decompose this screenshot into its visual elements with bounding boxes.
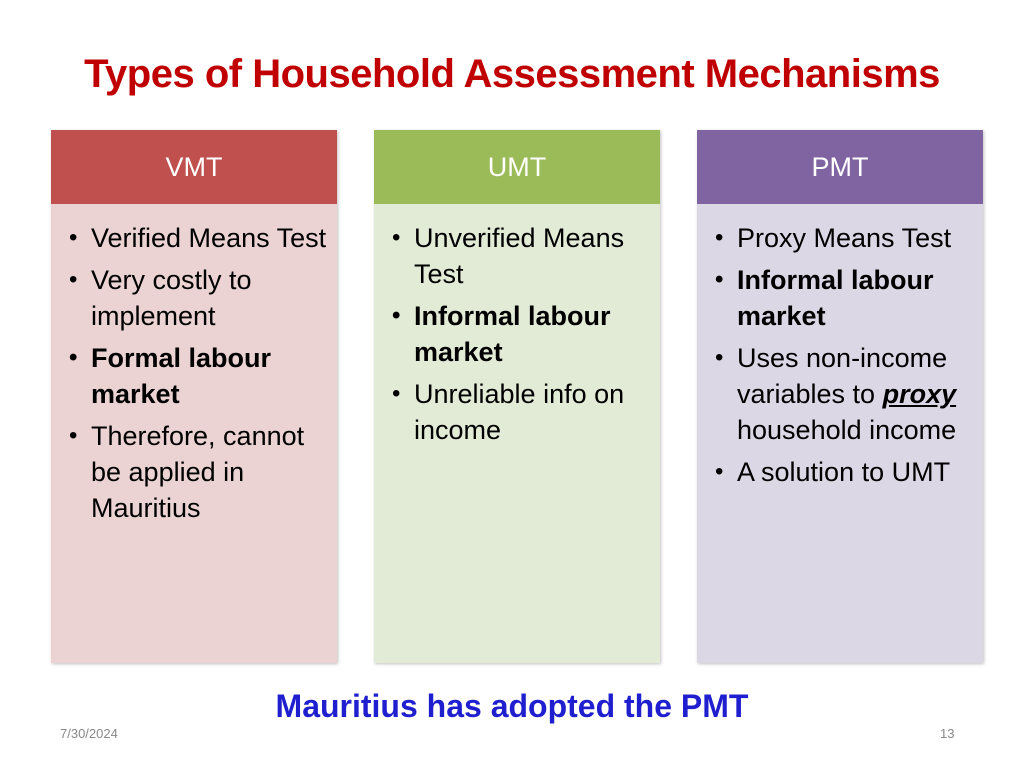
bullet-text: Unreliable info on income xyxy=(414,379,625,445)
bullet-icon: • xyxy=(392,380,401,407)
bullet-text: Very costly to implement xyxy=(91,265,252,331)
bullet-icon: • xyxy=(715,224,724,251)
page-number: 13 xyxy=(940,726,955,741)
bullet-icon: • xyxy=(69,344,78,371)
list-item xyxy=(67,340,327,412)
bullet-text: Informal labour market xyxy=(737,265,934,331)
vmt-bullet-list xyxy=(67,220,327,526)
list-item xyxy=(713,454,973,490)
list-item xyxy=(713,262,973,334)
bullet-text: Therefore, cannot be applied in Mauritius xyxy=(91,421,305,523)
list-item xyxy=(67,220,327,256)
vmt-header: VMT xyxy=(51,130,337,204)
list-item xyxy=(390,220,650,292)
pmt-column xyxy=(697,130,983,663)
bullet-text xyxy=(737,343,956,445)
bullet-icon: • xyxy=(392,224,401,251)
list-item xyxy=(713,220,973,256)
umt-column xyxy=(374,130,660,663)
slide-date: 7/30/2024 xyxy=(60,726,118,741)
bullet-icon: • xyxy=(69,224,78,251)
slide-title: Types of Household Assessment Mechanisms xyxy=(84,52,940,96)
bullet-icon: • xyxy=(715,458,724,485)
umt-bullet-list xyxy=(390,220,650,448)
pmt-body xyxy=(697,204,983,663)
bullet-icon: • xyxy=(69,266,78,293)
bullet-icon: • xyxy=(715,344,724,371)
bullet-text: Proxy Means Test xyxy=(737,223,952,253)
bullet-text: Informal labour market xyxy=(414,301,611,367)
umt-header: UMT xyxy=(374,130,660,204)
list-item xyxy=(67,262,327,334)
list-item xyxy=(390,298,650,370)
footer-note: Mauritius has adopted the PMT xyxy=(275,688,749,724)
vmt-body xyxy=(51,204,337,663)
bullet-text: A solution to UMT xyxy=(737,457,951,487)
bullet-text: Verified Means Test xyxy=(91,223,327,253)
pmt-header: PMT xyxy=(697,130,983,204)
umt-body xyxy=(374,204,660,663)
list-item xyxy=(713,340,973,448)
bullet-icon: • xyxy=(715,266,724,293)
bullet-text: Formal labour market xyxy=(91,343,272,409)
bullet-text: Unverified Means Test xyxy=(414,223,625,289)
list-item xyxy=(390,376,650,448)
proxy-emphasis: proxy xyxy=(882,379,957,409)
pmt-bullet-list xyxy=(713,220,973,490)
bullet-icon: • xyxy=(69,422,78,449)
vmt-column xyxy=(51,130,337,663)
bullet-text-after: household income xyxy=(737,415,957,445)
bullet-text-before: Uses non-income variables to xyxy=(737,343,948,409)
list-item xyxy=(67,418,327,526)
bullet-icon: • xyxy=(392,302,401,329)
